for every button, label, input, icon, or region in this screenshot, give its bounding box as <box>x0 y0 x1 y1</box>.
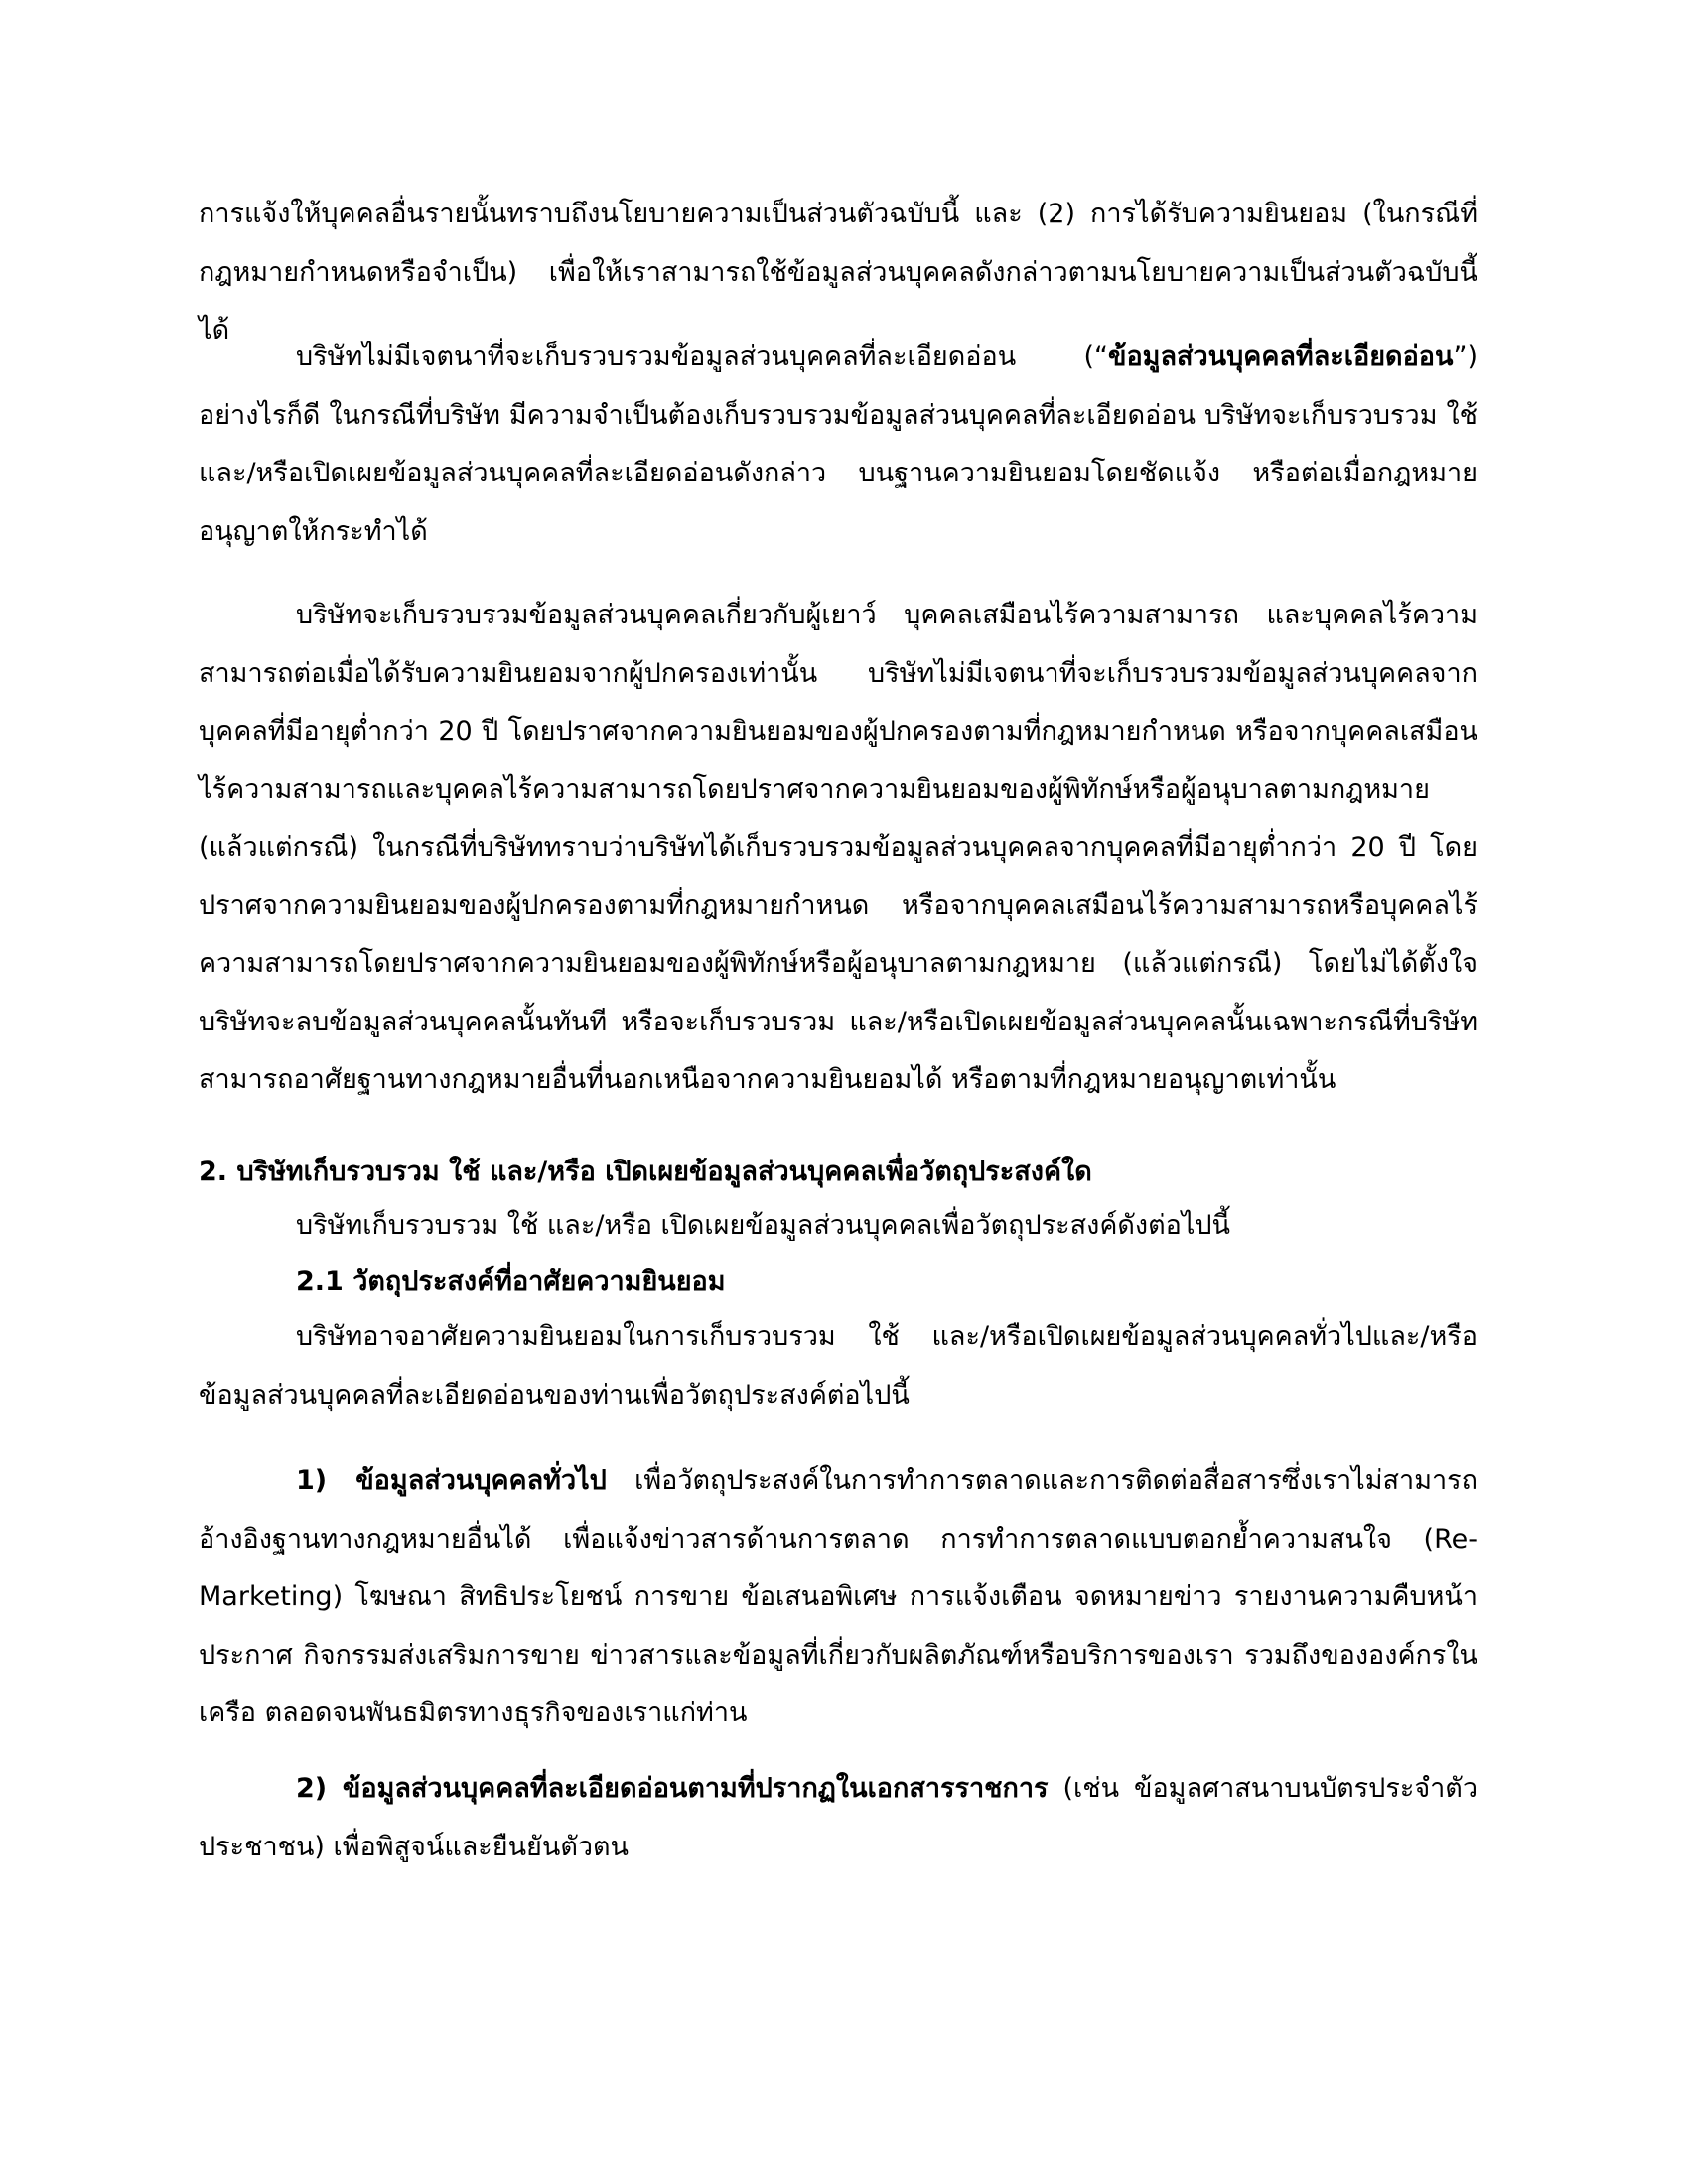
paragraph-sensitive-data <box>199 329 1477 561</box>
paragraph-consent-purposes: บริษัทอาจอาศัยความยินยอมในการเก็บรวบรวม ใช้ และ/หรือเปิดเผยข้อมูลส่วนบุคคลทั่วไปและ/หรือข้อมูลส่วนบุคคลที่ละเอียดอ่อนของท่านเพื่อวัตถุประสงค์ต่อไปนี้ <box>199 1321 1477 1411</box>
official-documents-text: (เช่น ข้อมูลศาสนาบนบัตรประจำตัวประชาชน) เพื่อพิสูจน์และยืนยันตัวตน <box>199 1773 1477 1862</box>
paragraph-consent-notice: การแจ้งให้บุคคลอื่นรายนั้นทราบถึงนโยบายความเป็นส่วนตัวฉบับนี้ และ (2) การได้รับความยินยอม (ในกรณีที่กฎหมายกำหนดหรือจำเป็น) เพื่อให้เราสามารถใช้ข้อมูลส่วนบุคคลดังกล่าวตามนโยบายความเป็นส่วนตัวฉบับนี้ได้ <box>199 199 1477 345</box>
sensitive-data-text-pre: บริษัทไม่มีเจตนาที่จะเก็บรวบรวมข้อมูลส่วนบุคคลที่ละเอียดอ่อน (“ <box>296 341 1108 372</box>
official-documents-term: 2) ข้อมูลส่วนบุคคลที่ละเอียดอ่อนตามที่ปรากฏในเอกสารราชการ <box>296 1773 1049 1804</box>
sensitive-data-term: ข้อมูลส่วนบุคคลที่ละเอียดอ่อน <box>1108 341 1454 372</box>
sensitive-data-text-post: ”) อย่างไรก็ดี ในกรณีที่บริษัท มีความจำเป็นต้องเก็บรวบรวมข้อมูลส่วนบุคคลที่ละเอียดอ่อน บริษัทจะเก็บรวบรวม ใช้ และ/หรือเปิดเผยข้อมูลส่วนบุคคลที่ละเอียดอ่อนดังกล่าว บนฐานความยินยอมโดยชัดแจ้ง หรือต่อเมื่อกฎหมายอนุญาตให้กระทำได้ <box>199 341 1477 547</box>
paragraph-minors: บริษัทจะเก็บรวบรวมข้อมูลส่วนบุคคลเกี่ยวกับผู้เยาว์ บุคคลเสมือนไร้ความสามารถ และบุคคลไร้ความสามารถต่อเมื่อได้รับความยินยอมจากผู้ปกครองเท่านั้น บริษัทไม่มีเจตนาที่จะเก็บรวบรวมข้อมูลส่วนบุคคลจากบุคคลที่มีอายุต่ำกว่า 20 ปี โดยปราศจากความยินยอมของผู้ปกครองตามที่กฎหมายกำหนด หรือจากบุคคลเสมือนไร้ความสามารถและบุคคลไร้ความสามารถโดยปราศจากความยินยอมของผู้พิทักษ์หรือผู้อนุบาลตามกฎหมาย (แล้วแต่กรณี) ในกรณีที่บริษัททราบว่าบริษัทได้เก็บรวบรวมข้อมูลส่วนบุคคลจากบุคคลที่มีอายุต่ำกว่า 20 ปี โดยปราศจากความยินยอมของผู้ปกครองตามที่กฎหมายกำหนด หรือจากบุคคลเสมือนไร้ความสามารถหรือบุคคลไร้ความสามารถโดยปราศจากความยินยอมของผู้พิทักษ์หรือผู้อนุบาลตามกฎหมาย (แล้วแต่กรณี) โดยไม่ได้ตั้งใจ บริษัทจะลบข้อมูลส่วนบุคคลนั้นทันที หรือจะเก็บรวบรวม และ/หรือเปิดเผยข้อมูลส่วนบุคคลนั้นเฉพาะกรณีที่บริษัทสามารถอาศัยฐานทางกฎหมายอื่นที่นอกเหนือจากความยินยอมได้ หรือตามที่กฎหมายอนุญาตเท่านั้น <box>199 600 1477 1095</box>
paragraph-general-data <box>199 1452 1477 1743</box>
general-data-term: 1) ข้อมูลส่วนบุคคลทั่วไป <box>296 1465 607 1496</box>
paragraph-purposes-intro: บริษัทเก็บรวบรวม ใช้ และ/หรือ เปิดเผยข้อมูลส่วนบุคคลเพื่อวัตถุประสงค์ดังต่อไปนี้ <box>296 1210 1231 1241</box>
subsection-heading-2-1: 2.1 วัตถุประสงค์ที่อาศัยความยินยอม <box>296 1266 726 1297</box>
paragraph-official-documents <box>199 1760 1477 1876</box>
section-heading-2: 2. บริษัทเก็บรวบรวม ใช้ และ/หรือ เปิดเผยข้อมูลส่วนบุคคลเพื่อวัตถุประสงค์ใด <box>199 1157 1092 1187</box>
general-data-text: เพื่อวัตถุประสงค์ในการทำการตลาดและการติดต่อสื่อสารซึ่งเราไม่สามารถอ้างอิงฐานทางกฎหมายอื่นได้ เพื่อแจ้งข่าวสารด้านการตลาด การทำการตลาดแบบตอกย้ำความสนใจ (Re-Marketing) โฆษณา สิทธิประโยชน์ การขาย ข้อเสนอพิเศษ การแจ้งเตือน จดหมายข่าว รายงานความคืบหน้า ประกาศ กิจกรรมส่งเสริมการขาย ข่าวสารและข้อมูลที่เกี่ยวกับผลิตภัณฑ์หรือบริการของเรา รวมถึงขององค์กรในเครือ ตลอดจนพันธมิตรทางธุรกิจของเราแก่ท่าน <box>199 1465 1477 1728</box>
